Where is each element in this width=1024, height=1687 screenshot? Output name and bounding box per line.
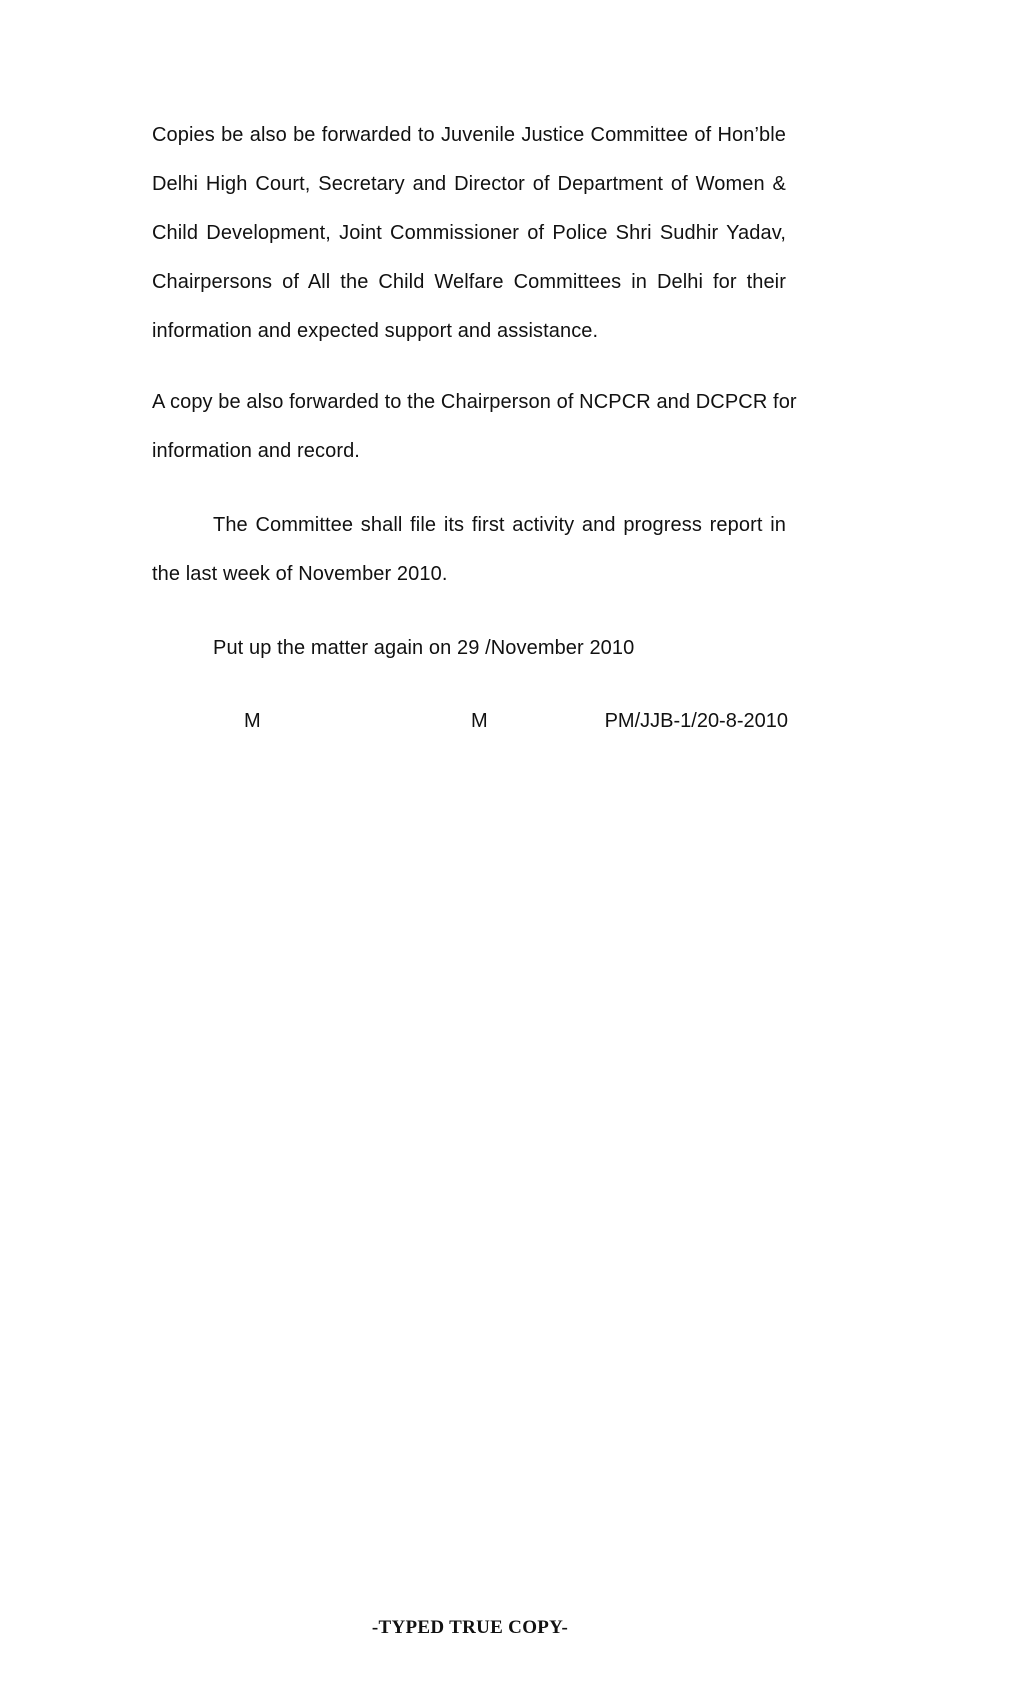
- paragraph-line: information and expected support and assistance.: [152, 320, 599, 342]
- typed-true-copy-footer: -TYPED TRUE COPY-: [371, 1617, 569, 1638]
- paragraph-committee-report: [152, 501, 786, 599]
- paragraph-line: Child Development, Joint Commissioner of Police Shri Sudhir Yadav,: [152, 222, 786, 244]
- paragraph-line: Delhi High Court, Secretary and Director of Department of Women &: [152, 173, 786, 195]
- paragraph-line: A copy be also forwarded to the Chairperson of NCPCR and DCPCR for: [152, 391, 797, 413]
- member-signature-2: M: [471, 710, 488, 732]
- paragraph-line: Copies be also be forwarded to Juvenile Justice Committee of Hon’ble: [152, 124, 786, 146]
- paragraph-line: information and record.: [152, 440, 360, 462]
- paragraph-line: Put up the matter again on 29 /November 2010: [213, 637, 635, 659]
- paragraph-line: The Committee shall file its first activity and progress report in: [213, 514, 786, 536]
- member-signature-1: M: [244, 710, 261, 732]
- paragraph-copies-forwarded: [152, 111, 786, 356]
- paragraph-line: Chairpersons of All the Child Welfare Committees in Delhi for their: [152, 271, 786, 293]
- reference-number: PM/JJB-1/20-8-2010: [604, 710, 788, 732]
- paragraph-line: the last week of November 2010.: [152, 563, 448, 585]
- paragraph-copy-ncpcr: [152, 378, 797, 476]
- signature-row: [152, 697, 788, 746]
- paragraph-put-up-matter: [152, 624, 786, 673]
